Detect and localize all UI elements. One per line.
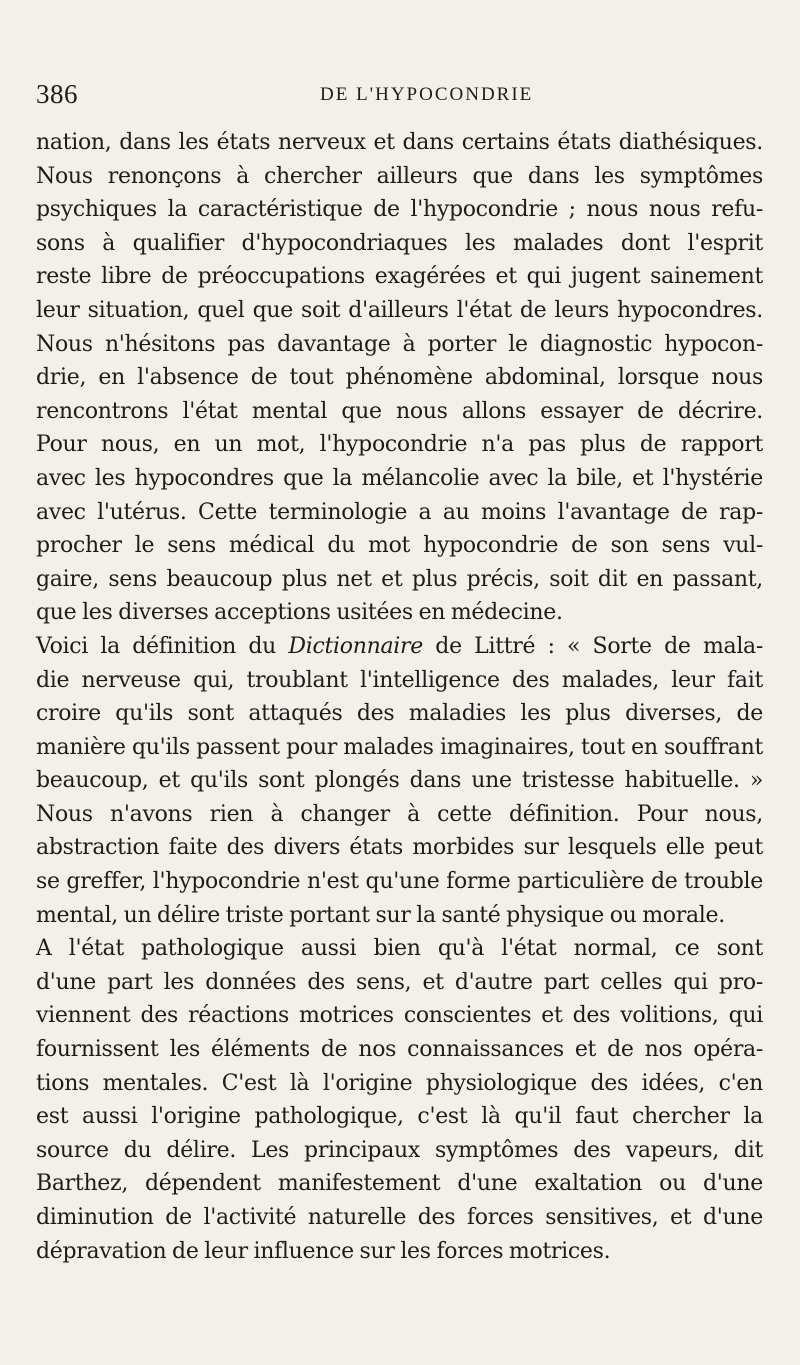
text-line: die nerveuse qui, troublant l'intelligence des malades, leur fait <box>36 667 763 693</box>
text-line: procher le sens médical du mot hypocondrie de son sens vul- <box>36 533 763 559</box>
dictionary-title: Dictionnaire <box>288 633 423 659</box>
text-line: nation, dans les états nerveux et dans certains états diathésiques. <box>36 130 763 155</box>
text-line: avec les hypocondres que la mélancolie avec la bile, et l'hystérie <box>36 465 763 491</box>
text-line: A l'état pathologique aussi bien qu'à l'état normal, ce sont <box>36 936 763 962</box>
text-line: beaucoup, et qu'ils sont plongés dans une tristesse habituelle. » <box>36 768 763 794</box>
text-line: diminution de l'activité naturelle des forces sensitives, et d'une <box>36 1205 763 1230</box>
page-number: 386 <box>36 79 78 109</box>
text-line: fournissent les éléments de nos connaissances et de nos opéra- <box>36 1037 763 1063</box>
text-line: gaire, sens beaucoup plus net et plus précis, soit dit en passant, <box>36 566 763 592</box>
text-line: psychiques la caractéristique de l'hypocondrie ; nous nous refu- <box>36 197 763 223</box>
text-line: reste libre de préoccupations exagérées et qui jugent sainement <box>36 264 763 290</box>
definition-intro-before: Voici la définition du <box>36 633 289 659</box>
text-line: d'une part les données des sens, et d'autre part celles qui pro- <box>36 969 763 995</box>
text-line: rencontrons l'état mental que nous allons essayer de décrire. <box>36 398 763 424</box>
text-line: croire qu'ils sont attaqués des maladies les plus diverses, de <box>36 701 763 727</box>
text-line: leur situation, quel que soit d'ailleurs l'état de leurs hypocondres. <box>36 297 763 323</box>
text-line: abstraction faite des divers états morbides sur lesquels elle peut <box>36 835 763 861</box>
text-line: se greffer, l'hypocondrie n'est qu'une forme particulière de trouble <box>36 869 763 895</box>
text-line: drie, en l'absence de tout phénomène abdominal, lorsque nous <box>36 365 763 391</box>
text-line: Pour nous, en un mot, l'hypocondrie n'a pas plus de rapport <box>36 432 763 458</box>
body-text <box>36 126 763 1268</box>
text-line: Barthez, dépendent manifestement d'une exaltation ou d'une <box>36 1171 763 1197</box>
text-line: est aussi l'origine pathologique, c'est là qu'il faut chercher la <box>36 1104 763 1130</box>
text-line: que les diverses acceptions usitées en médecine. <box>36 600 563 626</box>
text-line: dépravation de leur influence sur les forces motrices. <box>36 1238 611 1264</box>
text-line: Nous n'avons rien à changer à cette définition. Pour nous, <box>36 801 763 827</box>
text-line: Nous renonçons à chercher ailleurs que dans les symptômes <box>36 163 763 189</box>
definition-intro-line <box>36 630 763 664</box>
running-title: DE L'HYPOCONDRIE <box>320 84 534 105</box>
text-line: Nous n'hésitons pas davantage à porter le diagnostic hypocon- <box>36 331 763 357</box>
text-line: mental, un délire triste portant sur la santé physique ou morale. <box>36 902 725 928</box>
text-line: manière qu'ils passent pour malades imaginaires, tout en souffrant <box>36 734 763 760</box>
definition-intro-after: de Littré : « Sorte de mala- <box>422 633 764 659</box>
text-line: source du délire. Les principaux symptômes des vapeurs, dit <box>36 1137 763 1163</box>
text-line: sons à qualifier d'hypocondriaques les malades dont l'esprit <box>36 230 763 256</box>
text-line: avec l'utérus. Cette terminologie a au moins l'avantage de rap- <box>36 499 763 525</box>
text-line: tions mentales. C'est là l'origine physiologique des idées, c'en <box>36 1070 763 1096</box>
text-line: viennent des réactions motrices conscientes et des volitions, qui <box>36 1003 763 1029</box>
page-header <box>36 76 762 112</box>
